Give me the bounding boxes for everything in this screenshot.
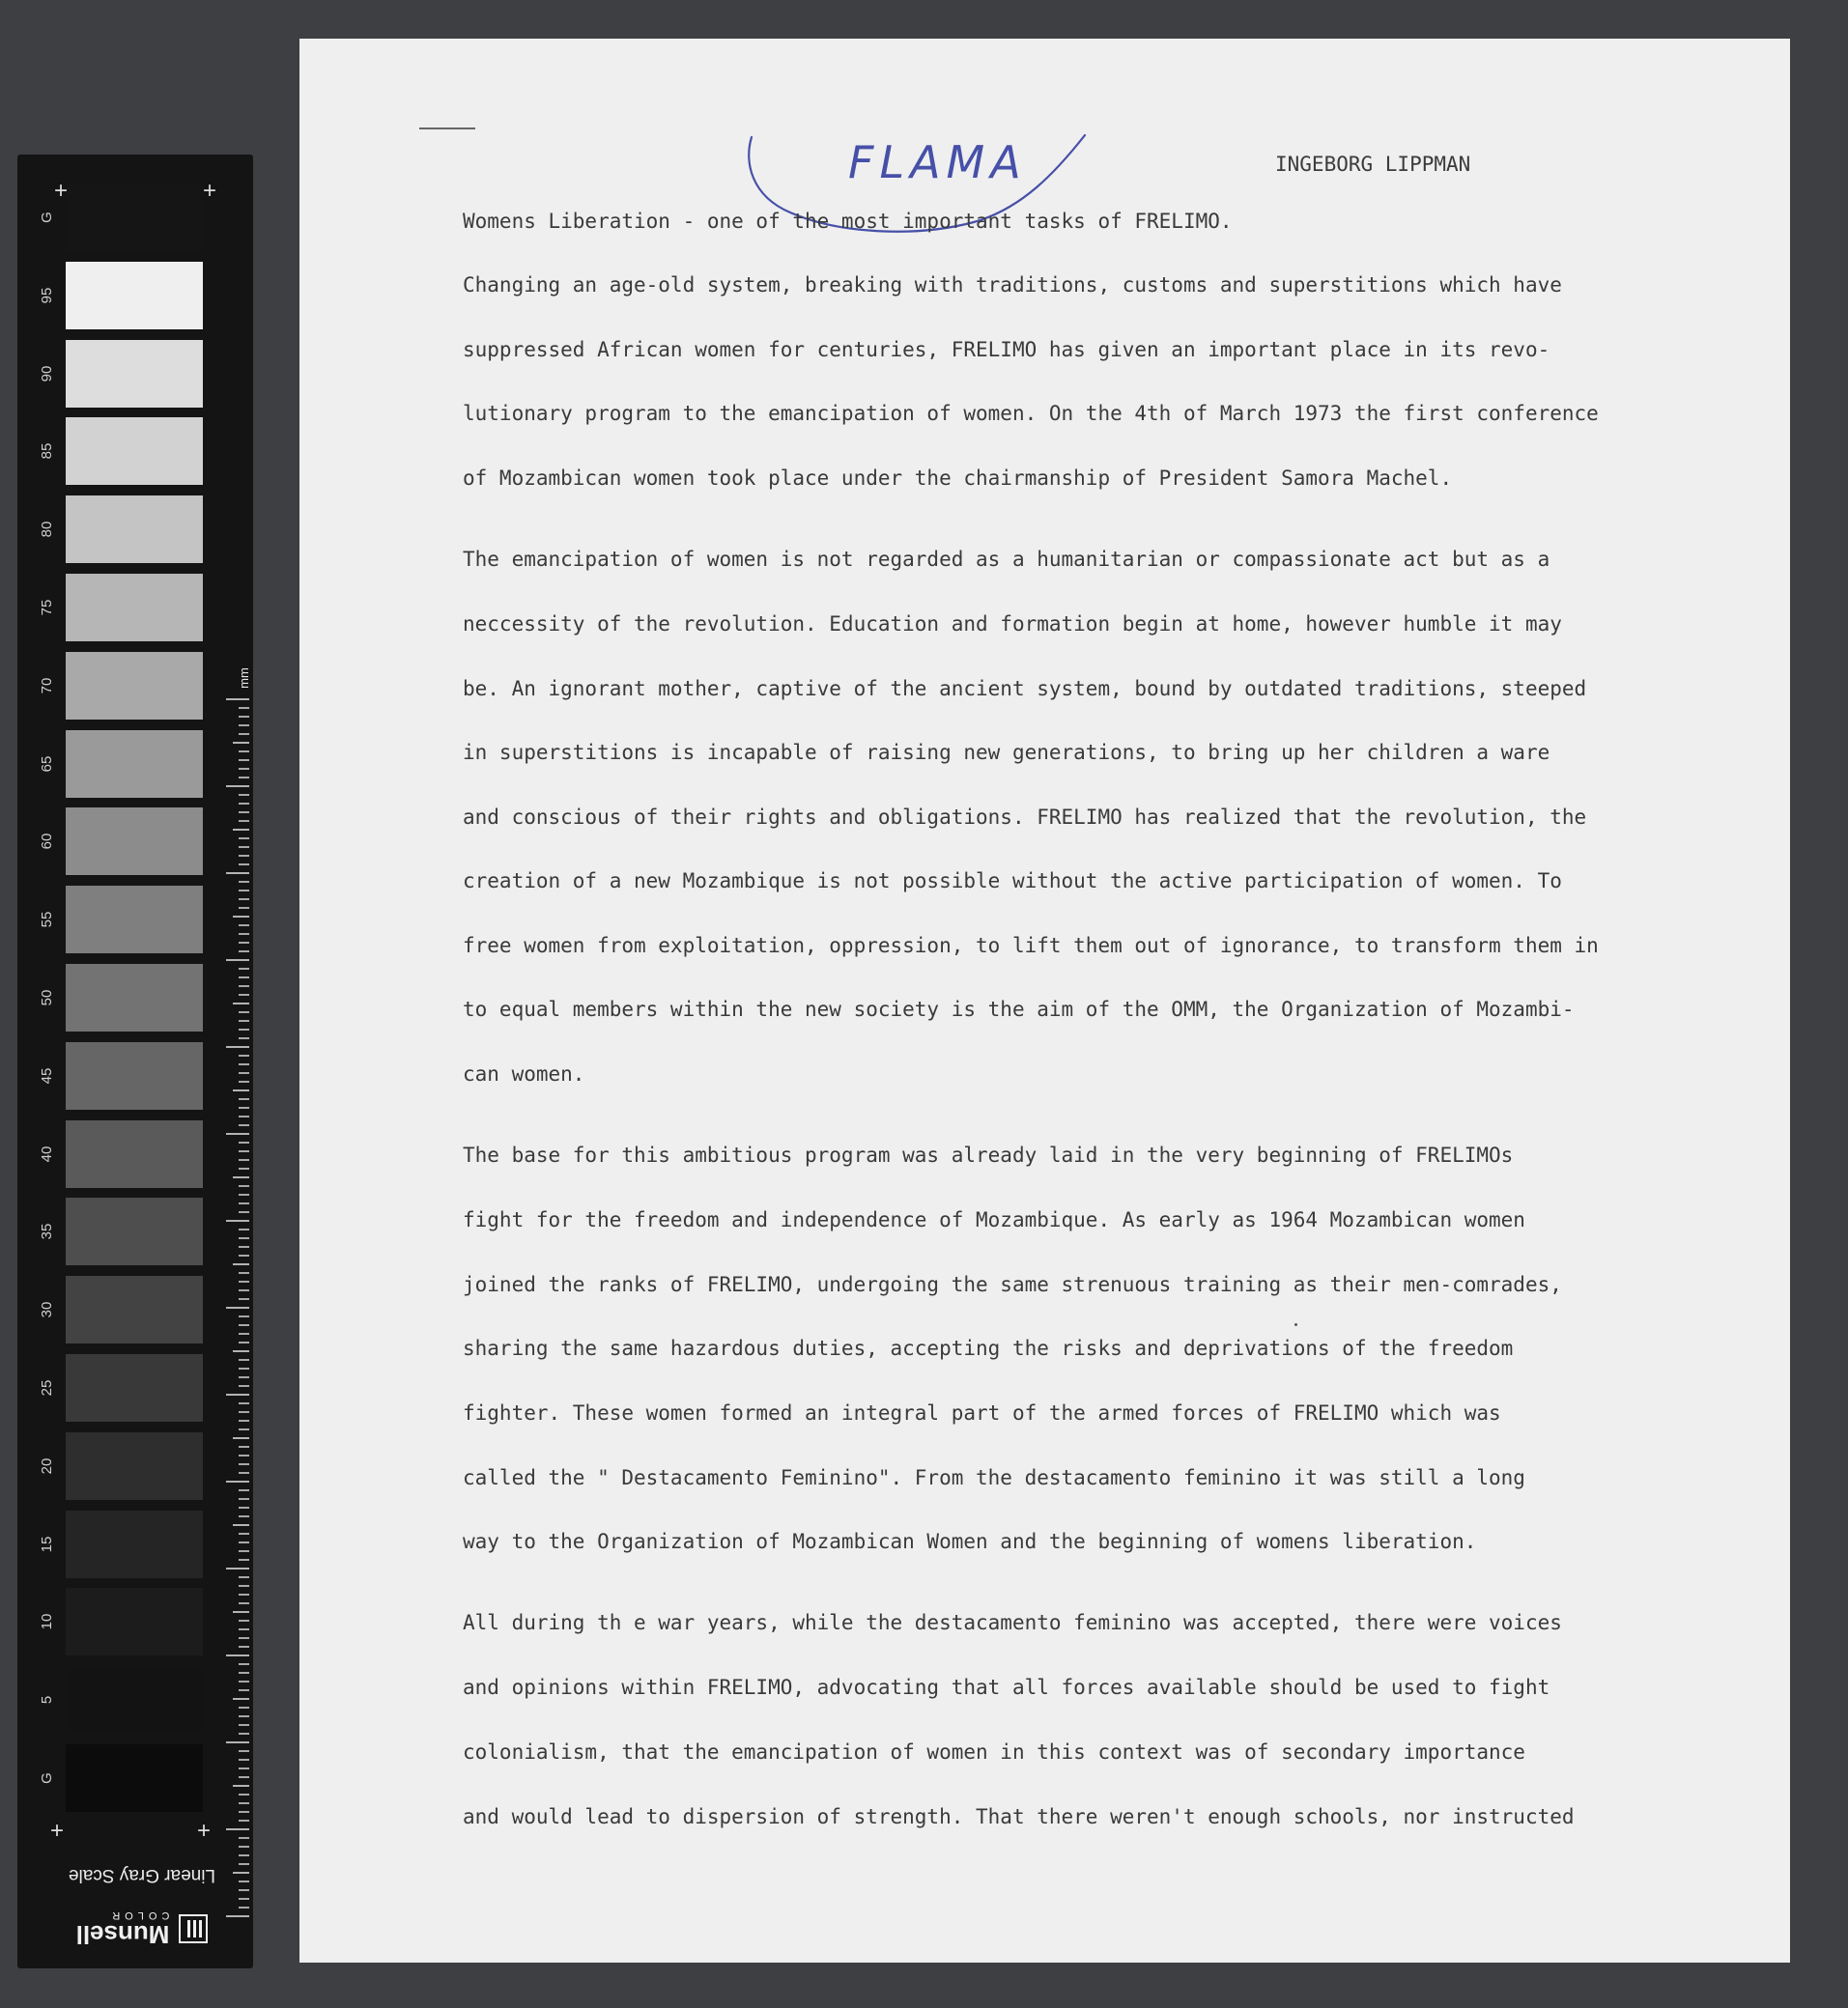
gray-patch xyxy=(66,1744,203,1812)
text-line: in superstitions is incapable of raising new generations, to bring up her children a ware xyxy=(463,741,1550,764)
gray-patch xyxy=(66,964,203,1032)
text-line: Changing an age-old system, breaking with traditions, customs and superstitions which have xyxy=(463,273,1562,297)
text-line: and opinions within FRELIMO, advocating that all forces available should be used to fight xyxy=(463,1676,1550,1699)
gray-patch-label: 45 xyxy=(39,1067,55,1085)
gray-patch xyxy=(66,1042,203,1110)
text-line: colonialism, that the emancipation of women in this context was of secondary importance xyxy=(463,1740,1525,1764)
gray-patch-label: 65 xyxy=(39,755,55,772)
gray-patch xyxy=(66,652,203,720)
text-line: to equal members within the new society is the aim of the OMM, the Organization of Mozambi- xyxy=(463,998,1575,1021)
gray-patch xyxy=(66,1198,203,1265)
gray-patch-label: 20 xyxy=(39,1457,55,1475)
text-line: and conscious of their rights and obligations. FRELIMO has realized that the revolution, the xyxy=(463,806,1587,829)
gray-patch-label: 60 xyxy=(39,834,55,850)
gray-patch-label: 85 xyxy=(39,443,55,460)
gray-patch xyxy=(66,886,203,953)
munsell-logo-icon xyxy=(179,1914,208,1943)
brand-name: Munsell xyxy=(75,1920,170,1950)
text-line: fighter. These women formed an integral part of the armed forces of FRELIMO which was xyxy=(463,1401,1501,1425)
text-line: sharing the same hazardous duties, accepting the risks and deprivations of the freedom xyxy=(463,1337,1514,1360)
typed-document-page xyxy=(299,39,1790,1963)
registration-mark: + xyxy=(203,178,217,204)
mm-ruler xyxy=(220,692,249,1924)
gray-patch-label: 35 xyxy=(39,1224,55,1240)
gray-patch xyxy=(66,417,203,485)
gray-patch xyxy=(66,340,203,408)
gray-patch xyxy=(66,730,203,798)
text-line: Womens Liberation - one of the most important tasks of FRELIMO. xyxy=(463,210,1233,233)
munsell-logo xyxy=(50,1907,234,1951)
text-line: suppressed African women for centuries, FRELIMO has given an important place in its revo- xyxy=(463,338,1550,361)
gray-patch-label: 75 xyxy=(39,599,55,616)
gray-patch xyxy=(66,1432,203,1500)
author-name: INGEBORG LIPPMAN xyxy=(1275,153,1471,176)
registration-mark: + xyxy=(50,1818,65,1844)
gray-patch-label: 15 xyxy=(39,1536,55,1552)
brand-sub: COLOR xyxy=(107,1909,170,1922)
gray-patch-label: 5 xyxy=(39,1696,55,1705)
gray-scale-card xyxy=(17,155,253,1968)
text-line: way to the Organization of Mozambican Women and the beginning of womens liberation. xyxy=(463,1530,1477,1553)
gray-patch-label: 40 xyxy=(39,1145,55,1162)
text-line: lutionary program to the emancipation of women. On the 4th of March 1973 the first conference xyxy=(463,402,1599,425)
pencil-dash xyxy=(419,127,475,129)
paper-speck xyxy=(1294,1323,1297,1326)
text-line: The base for this ambitious program was already laid in the very beginning of FRELIMOs xyxy=(463,1144,1514,1167)
text-line: can women. xyxy=(463,1062,585,1086)
gray-patch-label: 95 xyxy=(39,287,55,304)
text-line: neccessity of the revolution. Education and formation begin at home, however humble it may xyxy=(463,612,1562,636)
gray-patch-label: 30 xyxy=(39,1301,55,1318)
text-line: All during th e war years, while the destacamento feminino was accepted, there were voices xyxy=(463,1611,1562,1634)
registration-mark: + xyxy=(197,1818,212,1844)
handwritten-text: FLAMA xyxy=(848,136,1027,188)
registration-mark: + xyxy=(54,178,69,204)
gray-patch-label: 80 xyxy=(39,521,55,538)
gray-patch xyxy=(66,495,203,563)
gray-patch-label: 10 xyxy=(39,1614,55,1630)
gray-patch xyxy=(66,1588,203,1655)
gray-patch xyxy=(66,1276,203,1343)
gray-patch-label: G xyxy=(39,1772,55,1784)
gray-patch xyxy=(66,262,203,329)
text-line: The emancipation of women is not regarded as a humanitarian or compassionate act but as a xyxy=(463,548,1550,571)
text-line: called the " Destacamento Feminino". From the destacamento feminino it was still a long xyxy=(463,1466,1525,1489)
gray-patch xyxy=(66,1511,203,1578)
text-line: free women from exploitation, oppression, to lift them out of ignorance, to transform them in xyxy=(463,934,1599,957)
gray-patch xyxy=(66,807,203,875)
gray-patch xyxy=(66,574,203,641)
mm-label: mm xyxy=(237,667,251,689)
gray-patch-label: 70 xyxy=(39,677,55,694)
text-line: fight for the freedom and independence of Mozambique. As early as 1964 Mozambican women xyxy=(463,1208,1525,1231)
gray-patch xyxy=(66,184,203,251)
text-line: joined the ranks of FRELIMO, undergoing the same strenuous training as their men-comrades, xyxy=(463,1273,1562,1296)
gray-patch xyxy=(66,1120,203,1188)
gray-patch-label: 25 xyxy=(39,1379,55,1397)
text-line: be. An ignorant mother, captive of the ancient system, bound by outdated traditions, steeped xyxy=(463,677,1587,700)
scale-title: Linear Gray Scale xyxy=(68,1865,216,1885)
text-line: creation of a new Mozambique is not possible without the active participation of women. To xyxy=(463,869,1562,892)
gray-patch xyxy=(66,1666,203,1734)
gray-patch-label: 55 xyxy=(39,911,55,928)
text-line: of Mozambican women took place under the chairmanship of President Samora Machel. xyxy=(463,467,1453,490)
gray-patch-label: 50 xyxy=(39,989,55,1006)
gray-patch xyxy=(66,1354,203,1422)
gray-patch-label: G xyxy=(39,212,55,223)
text-line: and would lead to dispersion of strength. That there weren't enough schools, nor instructed xyxy=(463,1805,1575,1828)
gray-patch-label: 90 xyxy=(39,365,55,382)
